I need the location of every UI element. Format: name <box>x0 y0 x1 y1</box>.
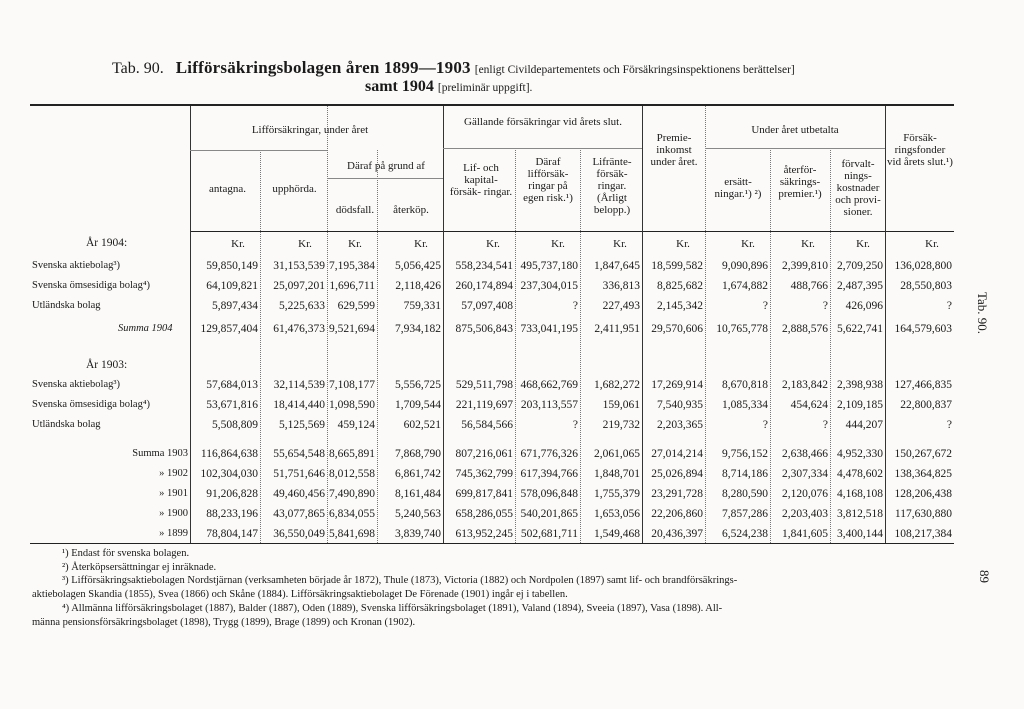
table-cell: 2,399,810 <box>782 260 828 272</box>
unit-label: Kr. <box>231 238 245 250</box>
table-cell: 454,624 <box>790 399 828 411</box>
table-cell: 1,549,468 <box>594 528 640 540</box>
footnote-3: ³) Lifförsäkringsaktiebolagen Nordstjärnan (verksamheten började år 1872), Thule (1873), Victoria (1882) och Nordpolen (1897) samt lif- och brandförsäkrings- <box>62 575 738 586</box>
table-cell: 260,174,894 <box>455 280 513 292</box>
table-cell: 116,864,638 <box>200 448 258 460</box>
footnote-4-cont: männa pensionsförsäkringsbolaget (1898), Trygg (1899), Brage (1899) och Kronan (1902). <box>32 617 416 628</box>
table-cell: 64,109,821 <box>206 280 258 292</box>
table-cell: 128,206,438 <box>894 488 952 500</box>
table-cell: 733,041,195 <box>520 323 578 335</box>
table-cell: 23,291,728 <box>651 488 703 500</box>
table-cell: ? <box>946 419 952 431</box>
table-cell: 2,109,185 <box>837 399 883 411</box>
header-premie: Premie- inkomst under året. <box>650 132 698 168</box>
table-cell: 4,478,602 <box>837 468 883 480</box>
table-cell: 221,119,697 <box>455 399 513 411</box>
table-title-line2 <box>365 78 532 96</box>
title-bracket-2: [preliminär uppgift]. <box>437 82 533 94</box>
table-cell: ? <box>572 300 578 312</box>
table-cell: 61,476,373 <box>273 323 325 335</box>
table-cell: 25,097,201 <box>273 280 325 292</box>
header-aterkop: återköp. <box>393 204 429 216</box>
unit-label: Kr. <box>298 238 312 250</box>
table-cell: 7,857,286 <box>722 508 768 520</box>
table-cell: 5,897,434 <box>212 300 258 312</box>
header-antagna: antagna. <box>209 183 246 195</box>
table-cell: 807,216,061 <box>455 448 513 460</box>
row-label: Utländska bolag <box>32 419 101 430</box>
table-cell: 150,267,672 <box>894 448 952 460</box>
header-livrante: Lifränte- försäk- ringar. (Årligt belopp.) <box>592 156 632 216</box>
footnote-1: ¹) Endast för svenska bolagen. <box>62 548 190 559</box>
table-cell: 671,776,326 <box>520 448 578 460</box>
table-cell: ? <box>822 300 828 312</box>
table-cell: 88,233,196 <box>206 508 258 520</box>
header-aterforsakring: återför- säkrings- premier.¹) <box>778 164 822 200</box>
table-cell: 1,755,379 <box>594 488 640 500</box>
table-cell: 56,584,566 <box>461 419 513 431</box>
table-cell: 1,696,711 <box>329 280 375 292</box>
table-cell: 29,570,606 <box>651 323 703 335</box>
table-cell: 3,400,144 <box>837 528 883 540</box>
table-cell: 1,674,882 <box>722 280 768 292</box>
table-cell: 1,848,701 <box>594 468 640 480</box>
year-label: År 1904: <box>86 237 128 249</box>
col-divider <box>770 150 771 543</box>
table-cell: 117,630,880 <box>894 508 952 520</box>
table-cell: 8,012,558 <box>329 468 375 480</box>
header-group-utbetalta: Under året utbetalta <box>751 124 839 136</box>
unit-label: Kr. <box>925 238 939 250</box>
table-cell: 2,307,334 <box>782 468 828 480</box>
table-cell: 17,269,914 <box>651 379 703 391</box>
table-cell: 43,077,865 <box>273 508 325 520</box>
group-rule <box>705 148 885 149</box>
table-cell: 7,868,790 <box>395 448 441 460</box>
table-cell: ? <box>946 300 952 312</box>
table-cell: 9,756,152 <box>722 448 768 460</box>
unit-label: Kr. <box>551 238 565 250</box>
table-cell: 2,411,951 <box>594 323 640 335</box>
group-rule <box>190 150 327 151</box>
unit-label: Kr. <box>613 238 627 250</box>
table-cell: 540,201,865 <box>520 508 578 520</box>
title-main: Lifförsäkringsbolagen åren 1899—1903 <box>175 58 471 77</box>
table-cell: 91,206,828 <box>206 488 258 500</box>
unit-label: Kr. <box>801 238 815 250</box>
group-rule <box>327 178 443 179</box>
table-cell: 5,056,425 <box>395 260 441 272</box>
table-cell: 7,108,177 <box>329 379 375 391</box>
unit-label: Kr. <box>486 238 500 250</box>
table-cell: 28,550,803 <box>900 280 952 292</box>
table-cell: 8,280,590 <box>722 488 768 500</box>
year-label: År 1903: <box>86 359 128 371</box>
table-cell: 10,765,778 <box>716 323 768 335</box>
table-cell: 8,161,484 <box>395 488 441 500</box>
table-cell: 5,556,725 <box>395 379 441 391</box>
header-dodsfall: dödsfall. <box>335 204 375 216</box>
table-cell: 2,145,342 <box>657 300 703 312</box>
table-cell: 529,511,798 <box>455 379 513 391</box>
header-rule <box>190 231 954 232</box>
table-cell: 1,653,056 <box>594 508 640 520</box>
table-cell: 602,521 <box>403 419 441 431</box>
table-cell: 25,026,894 <box>651 468 703 480</box>
summa-label: » 1901 <box>159 488 188 499</box>
table-cell: 495,737,180 <box>520 260 578 272</box>
summa-label: Summa 1903 <box>132 448 188 459</box>
table-cell: ? <box>762 300 768 312</box>
table-cell: 4,952,330 <box>837 448 883 460</box>
row-label: Svenska ömsesidiga bolag⁴) <box>32 399 150 410</box>
table-cell: 1,847,645 <box>594 260 640 272</box>
summa-label: » 1900 <box>159 508 188 519</box>
table-cell: 6,524,238 <box>722 528 768 540</box>
unit-label: Kr. <box>414 238 428 250</box>
table-cell: 219,732 <box>602 419 640 431</box>
table-cell: 444,207 <box>845 419 883 431</box>
table-cell: 613,952,245 <box>455 528 513 540</box>
group-rule <box>443 148 642 149</box>
footnote-2: ²) Återköpsersättningar ej inräknade. <box>62 562 217 573</box>
table-cell: 127,466,835 <box>894 379 952 391</box>
table-cell: 138,364,825 <box>894 468 952 480</box>
col-divider <box>515 150 516 543</box>
table-cell: 57,684,013 <box>206 379 258 391</box>
table-cell: 136,028,800 <box>894 260 952 272</box>
table-cell: 59,850,149 <box>206 260 258 272</box>
table-cell: 1,709,544 <box>395 399 441 411</box>
table-cell: 6,834,055 <box>329 508 375 520</box>
table-cell: 2,120,076 <box>782 488 828 500</box>
side-page-number: 89 <box>977 570 992 583</box>
col-divider <box>260 150 261 543</box>
col-divider <box>580 150 581 543</box>
table-cell: 55,654,548 <box>273 448 325 460</box>
table-cell: 426,096 <box>845 300 883 312</box>
header-ersattningar: ersätt- ningar.¹) ²) <box>714 176 762 200</box>
table-cell: 27,014,214 <box>651 448 703 460</box>
table-cell: 108,217,384 <box>894 528 952 540</box>
table-cell: 502,681,711 <box>520 528 578 540</box>
table-cell: 2,888,576 <box>782 323 828 335</box>
top-rule <box>30 104 954 106</box>
table-cell: 237,304,015 <box>520 280 578 292</box>
table-cell: ? <box>572 419 578 431</box>
table-cell: 2,709,250 <box>837 260 883 272</box>
table-cell: 7,195,384 <box>329 260 375 272</box>
table-cell: 32,114,539 <box>273 379 325 391</box>
header-daraf-liff: Däraf lifförsäk- ringar på egen risk.¹) <box>523 156 573 204</box>
title-bracket-1: [enligt Civildepartementets och Försäkringsinspektionens berättelser] <box>474 64 795 76</box>
table-cell: 658,286,055 <box>455 508 513 520</box>
table-cell: 558,234,541 <box>455 260 513 272</box>
table-cell: 3,839,740 <box>395 528 441 540</box>
table-cell: 1,098,590 <box>329 399 375 411</box>
table-cell: 6,861,742 <box>395 468 441 480</box>
table-cell: 203,113,557 <box>520 399 578 411</box>
header-forvaltning: förvalt- nings- kostnader och provi- sioner. <box>835 158 881 218</box>
row-label: Svenska aktiebolag³) <box>32 379 120 390</box>
row-label: Utländska bolag <box>32 300 101 311</box>
header-group-gallande: Gällande försäkringar vid årets slut. <box>464 116 622 128</box>
summa-label: » 1902 <box>159 468 188 479</box>
table-cell: 22,800,837 <box>900 399 952 411</box>
table-cell: 336,813 <box>602 280 640 292</box>
table-cell: 159,061 <box>602 399 640 411</box>
table-cell: 5,622,741 <box>837 323 883 335</box>
table-cell: 5,841,698 <box>329 528 375 540</box>
table-cell: 5,225,633 <box>279 300 325 312</box>
table-cell: 51,751,646 <box>273 468 325 480</box>
table-cell: 617,394,766 <box>520 468 578 480</box>
table-cell: 36,550,049 <box>273 528 325 540</box>
row-label: Svenska aktiebolag³) <box>32 260 120 271</box>
table-cell: 2,183,842 <box>782 379 828 391</box>
summa-label: » 1899 <box>159 528 188 539</box>
footnote-3-cont: aktiebolagen Skandia (1855), Svea (1866) och Skåne (1884). Lifförsäkringsaktiebolaget De Förenade (1901) ingår ej i tabellen. <box>32 589 568 600</box>
header-daraf-pa-grund-af: Däraf på grund af <box>347 160 425 172</box>
table-number: Tab. 90. <box>112 60 164 77</box>
table-cell: 699,817,841 <box>455 488 513 500</box>
table-cell: 8,714,186 <box>722 468 768 480</box>
title-line2: samt 1904 <box>365 78 434 95</box>
table-cell: 9,521,694 <box>329 323 375 335</box>
table-cell: 49,460,456 <box>273 488 325 500</box>
table-cell: 578,096,848 <box>520 488 578 500</box>
table-cell: 759,331 <box>403 300 441 312</box>
table-cell: 2,118,426 <box>395 280 441 292</box>
table-cell: 2,398,938 <box>837 379 883 391</box>
table-cell: ? <box>762 419 768 431</box>
table-cell: 2,203,403 <box>782 508 828 520</box>
table-cell: 468,662,769 <box>520 379 578 391</box>
table-cell: 8,665,891 <box>329 448 375 460</box>
table-cell: 4,168,108 <box>837 488 883 500</box>
side-table-number: Tab. 90. <box>975 292 990 335</box>
table-cell: 1,085,334 <box>722 399 768 411</box>
table-cell: 8,670,818 <box>722 379 768 391</box>
table-cell: 227,493 <box>602 300 640 312</box>
table-cell: ? <box>822 419 828 431</box>
table-cell: 7,490,890 <box>329 488 375 500</box>
table-cell: 488,766 <box>790 280 828 292</box>
header-group-lifforsakringar: Lifförsäkringar, under året <box>251 124 369 136</box>
sum-label: Summa 1904 <box>118 323 173 334</box>
unit-label: Kr. <box>856 238 870 250</box>
table-cell: 9,090,896 <box>722 260 768 272</box>
table-cell: 57,097,408 <box>461 300 513 312</box>
table-cell: 2,203,365 <box>657 419 703 431</box>
table-cell: 629,599 <box>337 300 375 312</box>
table-cell: 18,414,440 <box>273 399 325 411</box>
table-cell: 129,857,404 <box>200 323 258 335</box>
table-cell: 5,508,809 <box>212 419 258 431</box>
table-cell: 2,061,065 <box>594 448 640 460</box>
table-cell: 78,804,147 <box>206 528 258 540</box>
bottom-rule <box>30 543 954 544</box>
header-lif-och-kapital: Lif- och kapital- försäk- ringar. <box>449 162 513 198</box>
table-cell: 3,812,518 <box>837 508 883 520</box>
table-cell: 8,825,682 <box>657 280 703 292</box>
table-cell: 7,540,935 <box>657 399 703 411</box>
table-cell: 745,362,799 <box>455 468 513 480</box>
table-cell: 102,304,030 <box>200 468 258 480</box>
table-cell: 18,599,582 <box>651 260 703 272</box>
table-cell: 164,579,603 <box>894 323 952 335</box>
row-label: Svenska ömsesidiga bolag⁴) <box>32 280 150 291</box>
header-upphorda: upphörda. <box>272 183 317 195</box>
table-cell: 1,841,605 <box>782 528 828 540</box>
footnote-4: ⁴) Allmänna lifförsäkringsbolaget (1887), Balder (1887), Oden (1889), Svenska lifförsäkringsbolaget (1891), Valand (1894), Sveeia (1897), Vasa (1898). All- <box>62 603 723 614</box>
unit-label: Kr. <box>676 238 690 250</box>
table-title <box>112 58 795 78</box>
table-cell: 2,638,466 <box>782 448 828 460</box>
table-cell: 5,125,569 <box>279 419 325 431</box>
unit-label: Kr. <box>348 238 362 250</box>
table-cell: 53,671,816 <box>206 399 258 411</box>
table-cell: 5,240,563 <box>395 508 441 520</box>
table-cell: 459,124 <box>337 419 375 431</box>
unit-label: Kr. <box>741 238 755 250</box>
header-fonder: Försäk- ringsfonder vid årets slut.¹) <box>887 132 953 168</box>
table-cell: 31,153,539 <box>273 260 325 272</box>
table-cell: 7,934,182 <box>395 323 441 335</box>
table-cell: 22,206,860 <box>651 508 703 520</box>
table-cell: 1,682,272 <box>594 379 640 391</box>
table-cell: 20,436,397 <box>651 528 703 540</box>
table-cell: 2,487,395 <box>837 280 883 292</box>
table-cell: 875,506,843 <box>455 323 513 335</box>
